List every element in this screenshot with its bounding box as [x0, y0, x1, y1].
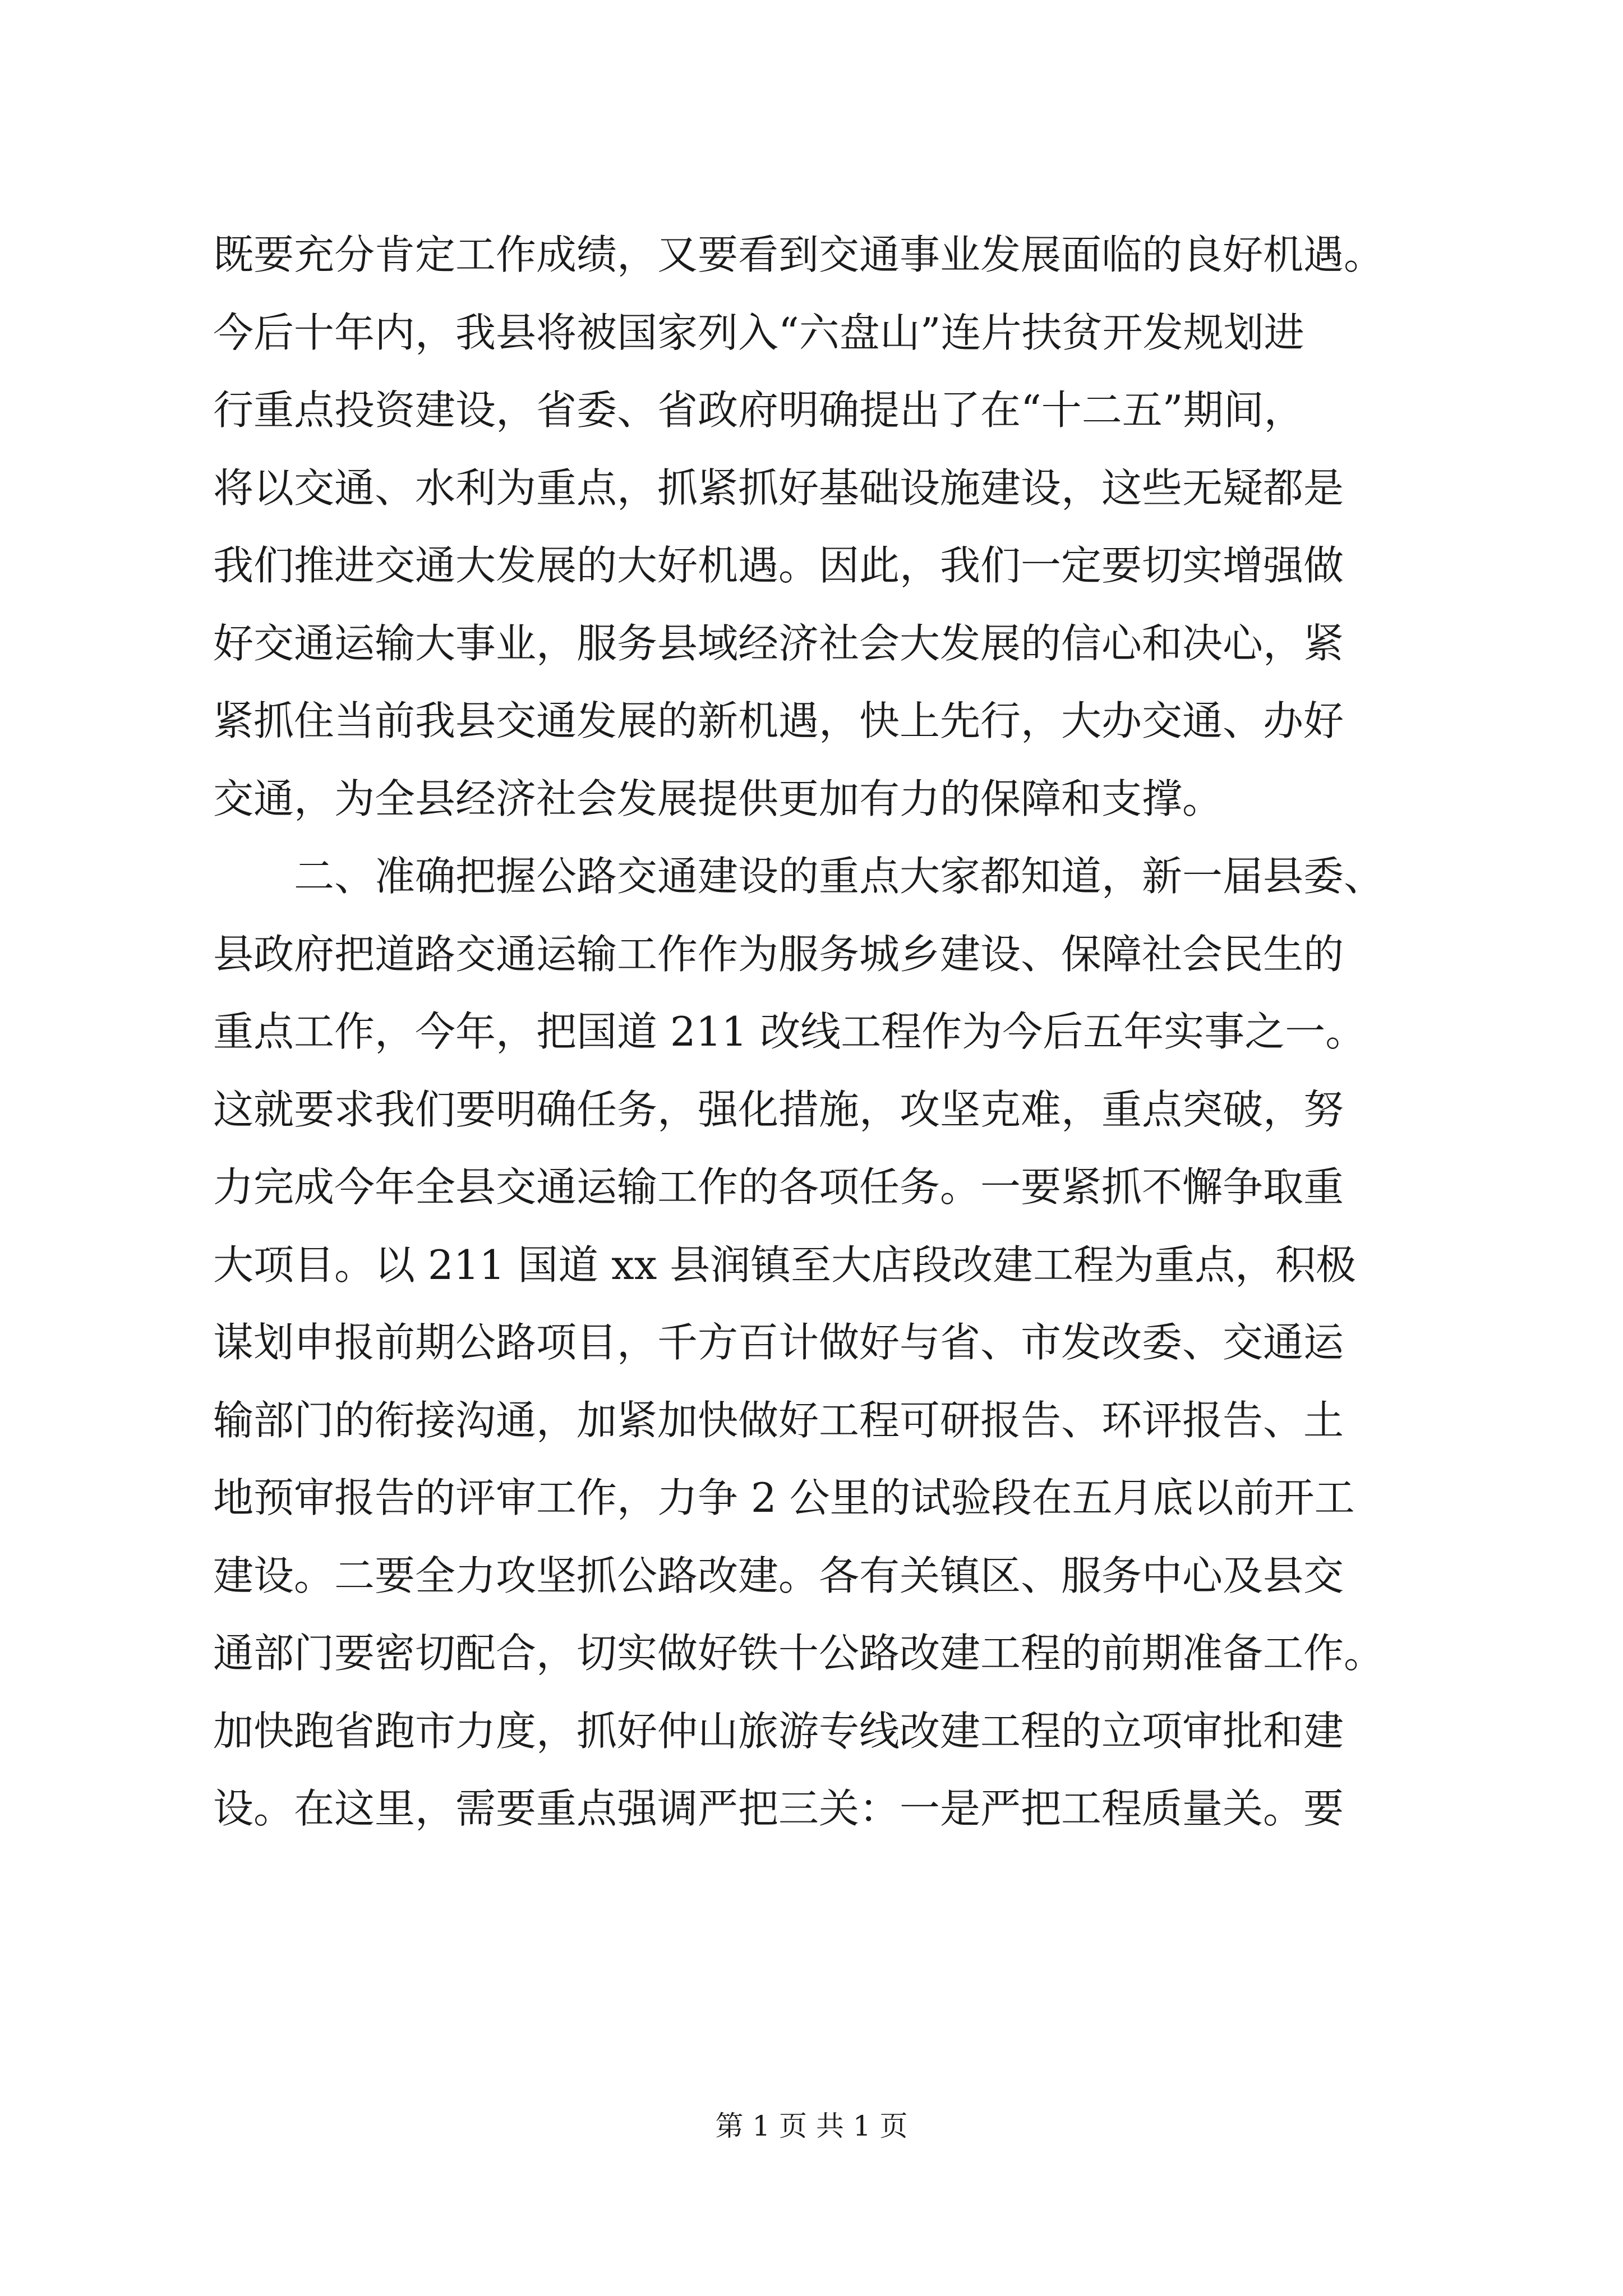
text-line: 将以交通、水利为重点，抓紧抓好基础设施建设，这些无疑都是 — [213, 464, 1344, 512]
text-line: 行重点投资建设，省委、省政府明确提出了在“十二五”期间， — [213, 386, 1304, 434]
text-line: 地预审报告的评审工作，力争 2 公里的试验段在五月底以前开工 — [213, 1474, 1355, 1521]
body-text — [213, 216, 1424, 1848]
text-line: 输部门的衔接沟通，加紧加快做好工程可研报告、环评报告、土 — [213, 1396, 1344, 1444]
text-line: 交通，为全县经济社会发展提供更加有力的保障和支撑。 — [213, 775, 1223, 822]
text-line: 加快跑省跑市力度，抓好仲山旅游专线改建工程的立项审批和建 — [213, 1707, 1344, 1755]
text-line: 紧抓住当前我县交通发展的新机遇，快上先行，大办交通、办好 — [213, 697, 1344, 744]
text-line: 重点工作，今年，把国道 211 改线工程作为今后五年实事之一。 — [213, 1008, 1366, 1055]
text-line: 二、准确把握公路交通建设的重点大家都知道，新一届县委、 — [213, 853, 1385, 900]
text-line: 好交通运输大事业，服务县域经济社会大发展的信心和决心，紧 — [213, 619, 1344, 667]
text-line: 谋划申报前期公路项目，千方百计做好与省、市发改委、交通运 — [213, 1319, 1344, 1366]
page-footer: 第 1 页 共 1 页 — [715, 2110, 908, 2142]
text-line: 设。在这里，需要重点强调严把三关：一是严把工程质量关。要 — [213, 1785, 1344, 1832]
text-line: 通部门要密切配合，切实做好铁十公路改建工程的前期准备工作。 — [213, 1630, 1385, 1677]
text-line: 建设。二要全力攻坚抓公路改建。各有关镇区、服务中心及县交 — [213, 1552, 1344, 1599]
text-line: 既要充分肯定工作成绩，又要看到交通事业发展面临的良好机遇。 — [213, 231, 1385, 278]
text-line: 今后十年内，我县将被国家列入“六盘山”连片扶贫开发规划进 — [213, 309, 1304, 356]
text-line: 我们推进交通大发展的大好机遇。因此，我们一定要切实增强做 — [213, 542, 1344, 589]
text-line: 力完成今年全县交通运输工作的各项任务。一要紧抓不懈争取重 — [213, 1163, 1344, 1211]
text-line: 县政府把道路交通运输工作作为服务城乡建设、保障社会民生的 — [213, 930, 1344, 978]
text-line: 大项目。以 211 国道 xx 县润镇至大店段改建工程为重点，积极 — [213, 1241, 1357, 1289]
text-line: 这就要求我们要明确任务，强化措施，攻坚克难，重点突破，努 — [213, 1085, 1344, 1133]
